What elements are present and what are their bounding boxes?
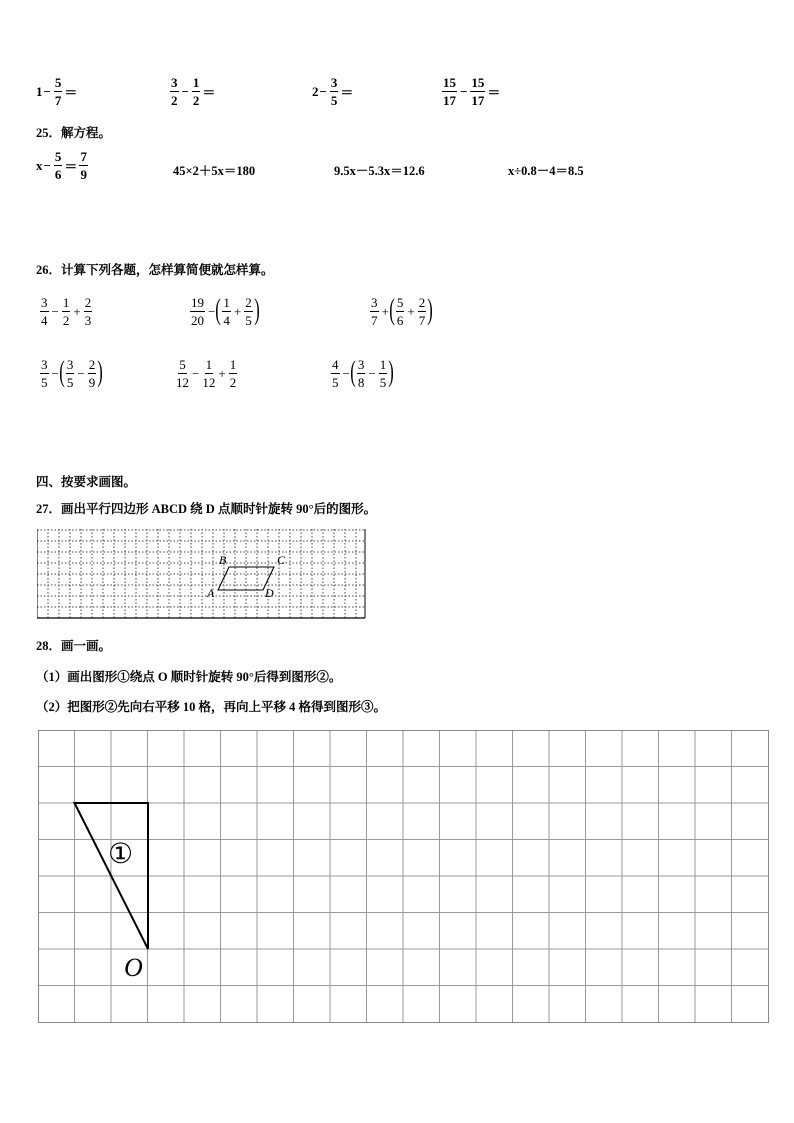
- calc-item-3: [368, 292, 433, 328]
- fraction: $\frac{15}{17}$: [471, 75, 485, 108]
- question-28-part-1: （1）画出图形①绕点 O 顺时针旋转 90°后得到图形②。: [36, 670, 342, 684]
- fraction: $\frac{3}{5}$: [41, 357, 48, 390]
- fraction: $\frac{1}{2}$: [62, 295, 70, 328]
- fraction: $\frac{19}{20}$: [191, 295, 204, 328]
- fraction: $\frac{3}{2}$: [171, 75, 178, 108]
- fraction: $\frac{2}{3}$: [84, 295, 92, 328]
- operator: −: [319, 83, 327, 99]
- q28-square-grid: [38, 730, 770, 1024]
- equation-4: x÷0.8－4＝8.5: [508, 164, 584, 178]
- fraction: $\frac{5}{6}$: [396, 295, 404, 328]
- operator: −: [181, 83, 189, 99]
- q27-dotted-grid: [37, 529, 367, 620]
- operator: −: [460, 83, 468, 99]
- fraction: $\frac{3}{5}$: [66, 357, 74, 390]
- operator: −: [368, 365, 376, 381]
- question-26-title: 26．计算下列各题，怎样算简便就怎样算。: [36, 263, 274, 277]
- fraction: $\frac{3}{7}$: [371, 295, 378, 328]
- calc-item-5: [174, 358, 239, 389]
- operator: −: [51, 303, 59, 319]
- vertex-label-c: C: [277, 553, 286, 567]
- fraction: $\frac{5}{12}$: [176, 357, 189, 390]
- fraction: $\frac{3}{5}$: [330, 75, 338, 108]
- whole-number: 1: [36, 83, 43, 99]
- question-25-title: 25．解方程。: [36, 126, 112, 140]
- fraction: $\frac{5}{6}$: [54, 149, 62, 182]
- question-28-part-2: （2）把图形②先向右平移 10 格，再向上平移 4 格得到图形③。: [36, 700, 387, 714]
- right-paren: ): [388, 354, 394, 388]
- equation-3: 9.5x－5.3x＝12.6: [334, 164, 425, 178]
- fraction: $\frac{1}{12}$: [202, 357, 216, 390]
- right-paren: ): [253, 292, 260, 326]
- row1-expr-4: [440, 76, 500, 107]
- calc-item-6: [329, 354, 394, 390]
- right-paren: ): [427, 292, 433, 326]
- vertex-label-a: A: [207, 586, 215, 600]
- operator: +: [233, 303, 242, 319]
- operator: +: [407, 303, 415, 319]
- fraction: $\frac{2}{7}$: [418, 295, 426, 328]
- question-27-title: 27．画出平行四边形 ABCD 绕 D 点顺时针旋转 90°后的图形。: [36, 502, 377, 516]
- operator: −: [77, 365, 85, 381]
- left-paren: (: [215, 292, 222, 326]
- equation-1: [36, 150, 90, 181]
- equals-sign: ＝: [64, 85, 78, 100]
- question-28-title: 28．画一画。: [36, 639, 112, 653]
- fraction: $\frac{1}{5}$: [379, 357, 387, 390]
- row1-expr-1: [36, 76, 77, 107]
- fraction: $\frac{1}{4}$: [223, 295, 230, 328]
- fraction: $\frac{7}{9}$: [80, 149, 87, 182]
- calc-item-2: [188, 292, 260, 328]
- point-o-label: O: [124, 953, 143, 982]
- fraction: $\frac{1}{2}$: [192, 75, 200, 108]
- operator: +: [73, 303, 81, 319]
- operator: −: [51, 365, 59, 381]
- left-paren: (: [350, 354, 356, 388]
- equals-sign: ＝: [64, 159, 78, 174]
- operator: −: [43, 157, 51, 173]
- operator: −: [192, 365, 200, 381]
- whole-number: 2: [312, 83, 319, 99]
- operator: +: [381, 303, 389, 319]
- equals-sign: ＝: [340, 85, 354, 100]
- shape-1-label: ①: [108, 837, 134, 870]
- fraction: $\frac{1}{2}$: [229, 357, 237, 390]
- calc-item-4: [38, 354, 103, 390]
- fraction: $\frac{3}{8}$: [357, 357, 365, 390]
- section-4-heading: 四、按要求画图。: [36, 475, 137, 489]
- right-paren: ): [97, 354, 103, 388]
- vertex-label-b: B: [219, 553, 227, 567]
- equals-sign: ＝: [487, 85, 501, 100]
- calc-item-1: [38, 296, 94, 327]
- fraction: $\frac{15}{17}$: [443, 75, 456, 108]
- variable: x: [36, 157, 43, 173]
- row1-expr-2: [168, 76, 215, 107]
- operator: +: [218, 365, 226, 381]
- equals-sign: ＝: [202, 85, 216, 100]
- fraction: $\frac{3}{4}$: [41, 295, 48, 328]
- vertex-label-d: D: [265, 586, 274, 600]
- left-paren: (: [389, 292, 395, 326]
- operator: −: [208, 303, 216, 319]
- operator: −: [43, 83, 51, 99]
- fraction: $\frac{5}{7}$: [54, 75, 62, 108]
- operator: −: [342, 365, 350, 381]
- fraction: $\frac{4}{5}$: [332, 357, 339, 390]
- fraction: $\frac{2}{5}$: [245, 295, 252, 328]
- row1-expr-3: [312, 76, 353, 107]
- equation-2: 45×2＋5x＝180: [173, 164, 256, 178]
- left-paren: (: [59, 354, 65, 388]
- fraction: $\frac{2}{9}$: [88, 357, 96, 390]
